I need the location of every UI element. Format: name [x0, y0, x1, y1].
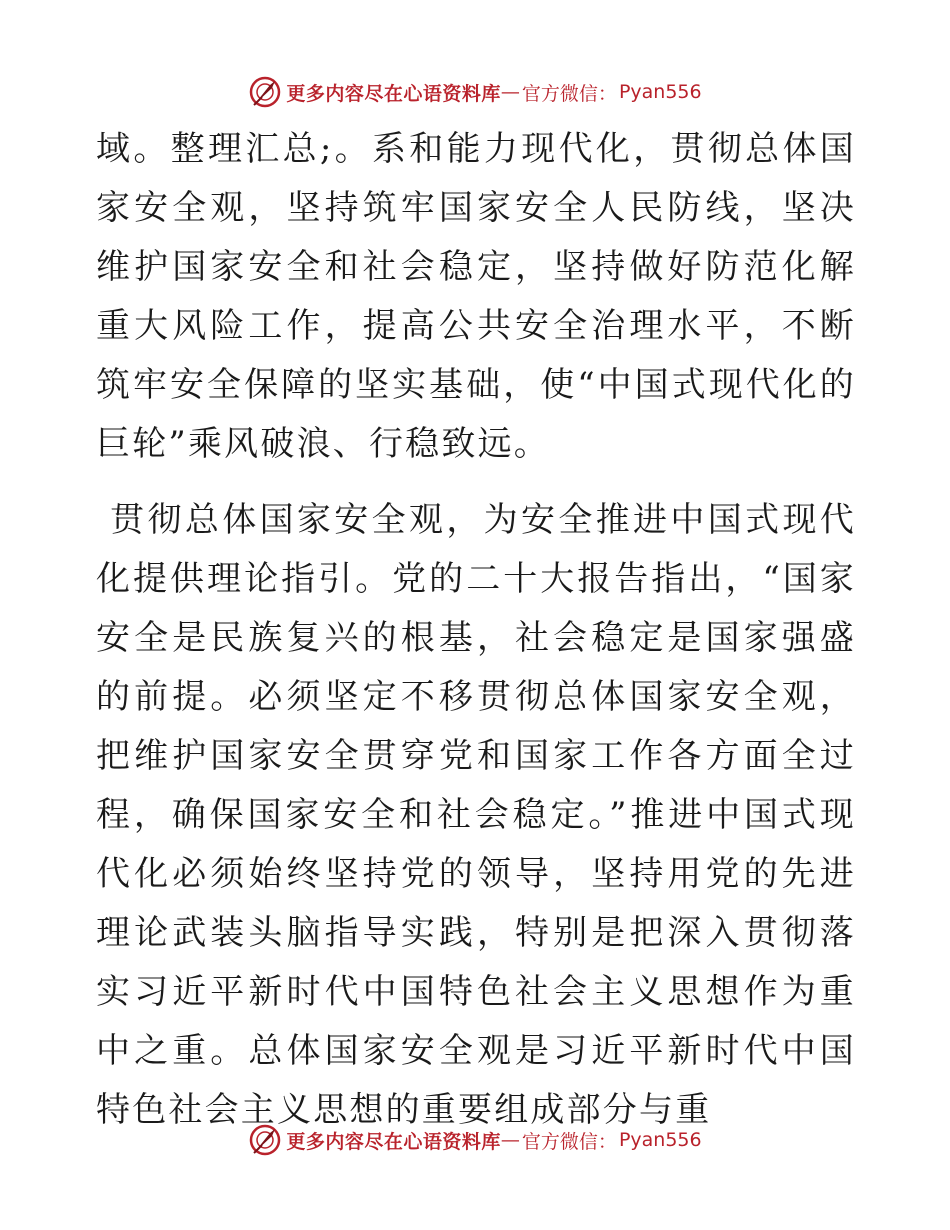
banner-wechat-label: 官方微信：	[521, 82, 617, 105]
banner-wechat-id: Pyan556	[618, 1129, 702, 1151]
banner-wechat-id: Pyan556	[618, 81, 702, 103]
footer-banner	[0, 1120, 950, 1160]
banner-separator: —	[500, 81, 520, 103]
banner-brand-text: 更多内容尽在心语资料库	[286, 1130, 501, 1153]
quill-logo-icon	[248, 75, 282, 109]
banner-wechat-label: 官方微信：	[521, 1130, 617, 1153]
banner-separator: —	[500, 1129, 520, 1151]
quill-logo-icon	[248, 1123, 282, 1157]
banner-brand-text: 更多内容尽在心语资料库	[286, 82, 501, 105]
document-body	[96, 120, 856, 1140]
body-paragraph-2: 贯彻总体国家安全观，为安全推进中国式现代化提供理论指引。党的二十大报告指出，“国家安全是民族复兴的根基，社会稳定是国家强盛的前提。必须坚定不移贯彻总体国家安全观，把维护国家安全贯穿党和国家工作各方面全过程，确保国家安全和社会稳定。”推进中国式现代化必须始终坚持党的领导，坚持用党的先进理论武装头脑指导实践，特别是把深入贯彻落实习近平新时代中国特色社会主义思想作为重中之重。总体国家安全观是习近平新时代中国特色社会主义思想的重要组成部分与重	[96, 500, 857, 1130]
body-paragraph-1: 域。整理汇总;。系和能力现代化，贯彻总体国家安全观，坚持筑牢国家安全人民防线，坚决维护国家安全和社会稳定，坚持做好防范化解重大风险工作，提高公共安全治理水平，不断筑牢安全保障的坚实基础，使“中国式现代化的巨轮”乘风破浪、行稳致远。	[96, 129, 856, 464]
header-banner	[0, 72, 950, 112]
